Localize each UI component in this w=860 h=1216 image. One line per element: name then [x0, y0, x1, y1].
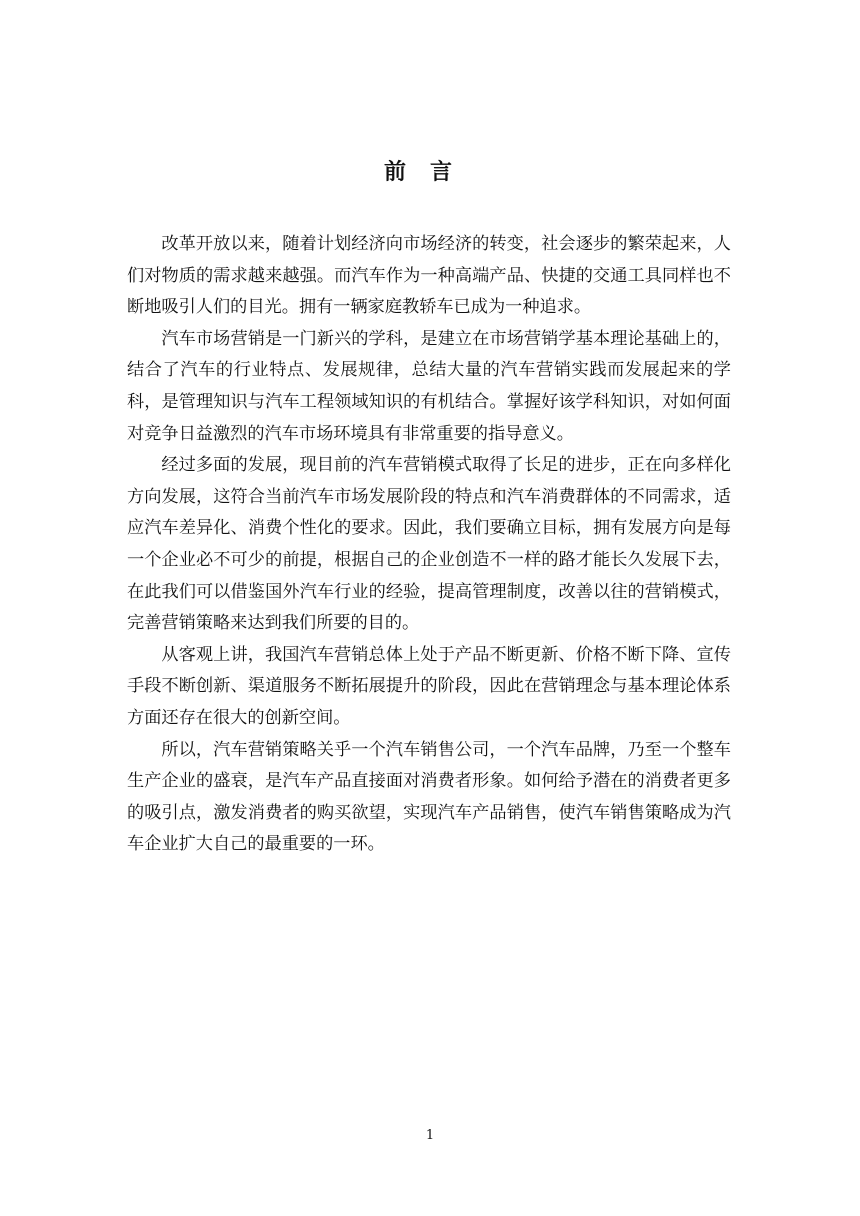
paragraph-4: 从客观上讲，我国汽车营销总体上处于产品不断更新、价格不断下降、宣传手段不断创新、渠道服务不断拓展提升的阶段，因此在营销理念与基本理论体系方面还存在很大的创新空间。 — [127, 644, 731, 728]
page-number: 1 — [425, 1128, 435, 1143]
paragraph-5: 所以，汽车营销策略关乎一个汽车销售公司，一个汽车品牌，乃至一个整车生产企业的盛衰，是汽车产品直接面对消费者形象。如何给予潜在的消费者更多的吸引点，激发消费者的购买欲望，实现汽车产品销售，使汽车销售策略成为汽车企业扩大自己的最重要的一环。 — [127, 739, 731, 855]
paragraph-3: 经过多面的发展，现目前的汽车营销模式取得了长足的进步，正在向多样化方向发展，这符合当前汽车市场发展阶段的特点和汽车消费群体的不同需求，适应汽车差异化、消费个性化的要求。因此，我们要确立目标，拥有发展方向是每一个企业必不可少的前提，根据自己的企业创造不一样的路才能长久发展下去，在此我们可以借鉴国外汽车行业的经验，提高管理制度，改善以往的营销模式，完善营销策略来达到我们所要的目的。 — [127, 455, 731, 634]
paragraph-1: 改革开放以来，随着计划经济向市场经济的转变，社会逐步的繁荣起来，人们对物质的需求越来越强。而汽车作为一种高端产品、快捷的交通工具同样也不断地吸引人们的目光。拥有一辆家庭教轿车已成为一种追求。 — [127, 234, 731, 318]
page-title: 前言 — [383, 159, 476, 185]
body-text — [127, 229, 731, 861]
paragraph-2: 汽车市场营销是一门新兴的学科，是建立在市场营销学基本理论基础上的，结合了汽车的行业特点、发展规律，总结大量的汽车营销实践而发展起来的学科，是管理知识与汽车工程领域知识的有机结合。掌握好该学科知识，对如何面对竞争日益激烈的汽车市场环境具有非常重要的指导意义。 — [127, 328, 731, 444]
